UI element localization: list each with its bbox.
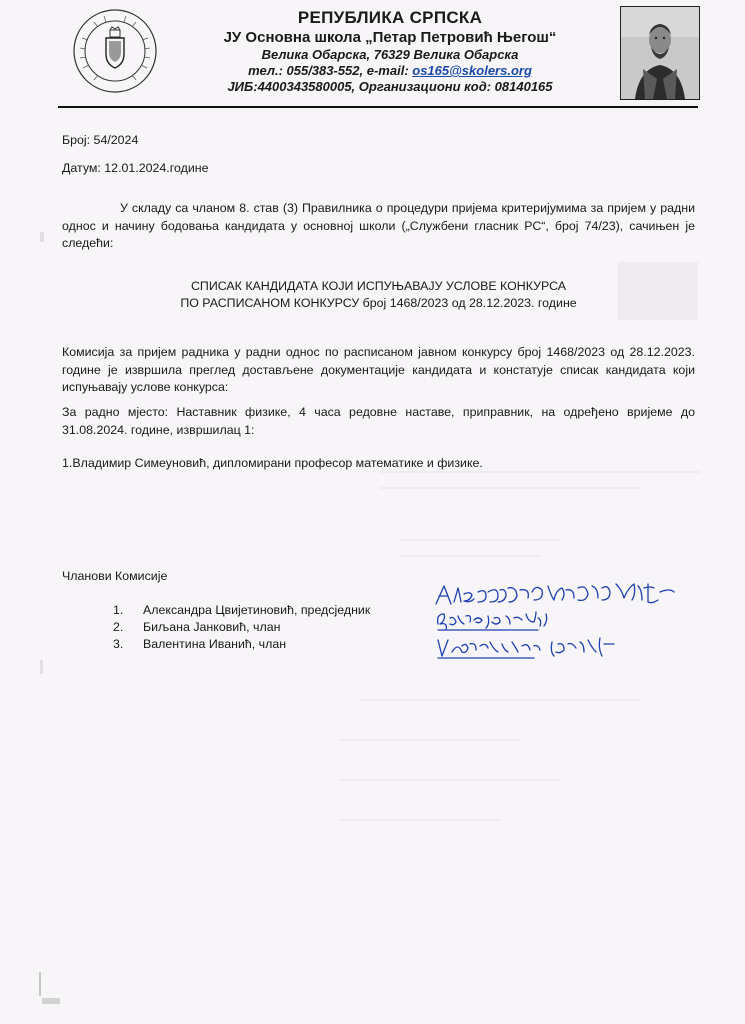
- school-seal-icon: [72, 8, 158, 94]
- header-divider: [58, 106, 698, 108]
- scanner-corner-mark: [36, 968, 76, 1008]
- contact-prefix: тел.: 055/383-552, e-mail:: [248, 62, 413, 78]
- country-name: РЕПУБЛИКА СРПСКА: [297, 8, 483, 27]
- signature-2: [438, 612, 547, 630]
- document-title: [62, 278, 695, 312]
- member-name: Валентина Иванић, члан: [143, 637, 287, 651]
- signature-1: [436, 584, 674, 604]
- member-name: Александра Цвијетиновић, предсједник: [143, 603, 371, 617]
- intro-paragraph: У складу са чланом 8. став (3) Правилника о процедури пријема критеријумима за пријем у радни однос и начину бодовања кандидата у основној школи („Службени гласник РС“, број 74/23), сачињен је следећи:: [62, 201, 695, 250]
- member-number: 3.: [113, 637, 124, 651]
- document-date: Датум: 12.01.2024.године: [62, 161, 209, 175]
- commission-paragraph: Комисија за пријем радника у радни однос по расписаном јавном конкурсу број 1468/2023 од 28.12.2023. године је извршила преглед достављене документације кандидата и констатује списак кандидата који испуњавају услове конкурса:: [62, 345, 695, 394]
- registration-ids: ЈИБ:4400343580005, Организациони код: 08140165: [227, 78, 553, 94]
- email-link[interactable]: os165@skolers.org: [412, 62, 532, 78]
- member-name: Биљана Јанковић, члан: [143, 620, 281, 634]
- contact-line: [170, 63, 610, 79]
- reference-number: Број: 54/2024: [62, 133, 139, 147]
- member-number: 2.: [113, 620, 124, 634]
- candidate-entry: 1.Владимир Симеуновић, дипломирани професор математике и физике.: [62, 456, 483, 470]
- title-line-2: ПО РАСПИСАНОМ КОНКУРСУ број 1468/2023 од 28.12.2023. године: [180, 296, 577, 310]
- signature-3: [438, 638, 614, 658]
- portrait-image: [620, 6, 700, 100]
- school-address: Велика Обарска, 76329 Велика Обарска: [261, 47, 519, 63]
- committee-signatures: [430, 580, 720, 670]
- committee-member: [113, 619, 370, 636]
- committee-member: [113, 602, 370, 619]
- letterhead: [170, 8, 610, 95]
- committee-member: [113, 636, 370, 653]
- school-name: ЈУ Основна школа „Петар Петровић Његош“: [223, 28, 557, 46]
- member-number: 1.: [113, 603, 124, 617]
- position-paragraph: За радно мјесто: Наставник физике, 4 часа редовне наставе, приправник, на одређено вријеме до 31.08.2024. године, извршилац 1:: [62, 405, 695, 437]
- committee-member-list: [113, 602, 370, 653]
- committee-heading: Чланови Комисије: [62, 569, 168, 583]
- title-line-1: СПИСАК КАНДИДАТА КОЈИ ИСПУЊАВАЈУ УСЛОВЕ КОНКУРСА: [190, 279, 567, 293]
